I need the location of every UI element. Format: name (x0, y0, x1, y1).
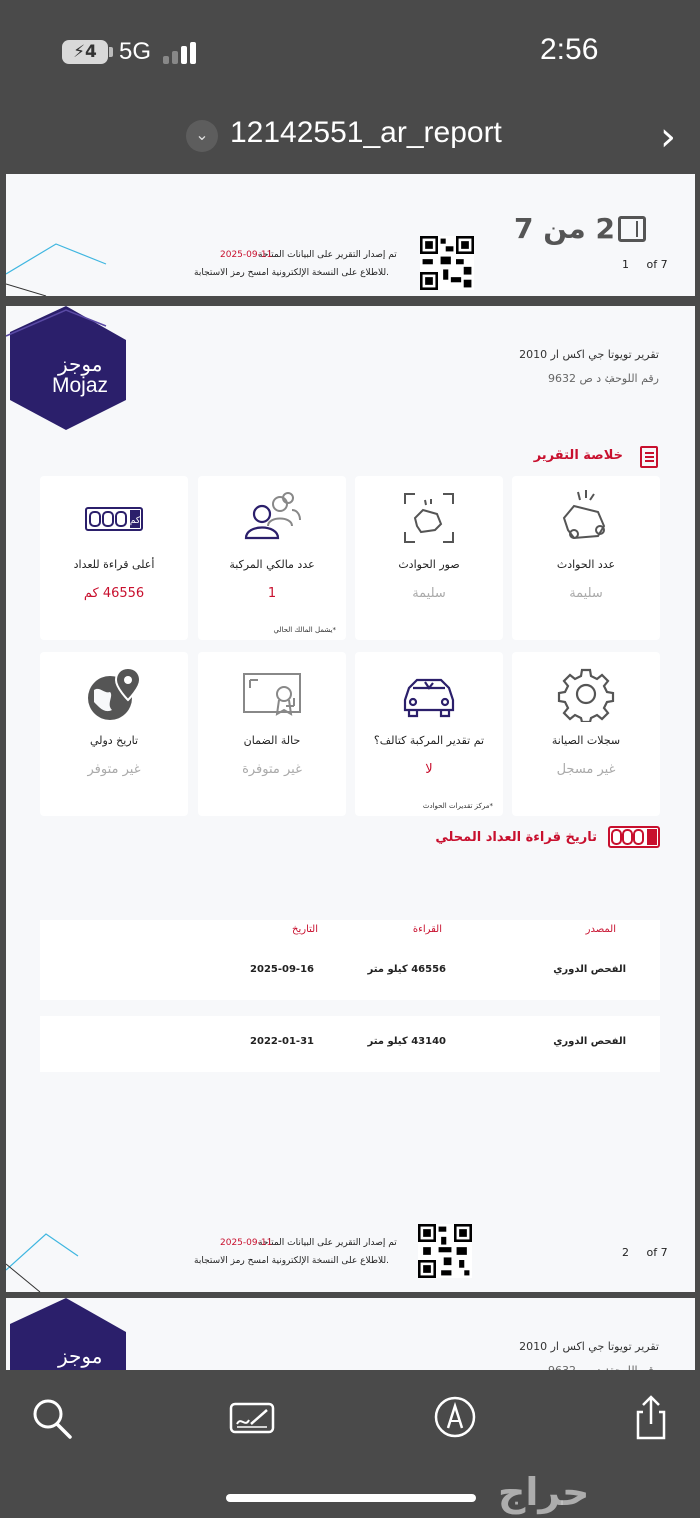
damaged-car-icon (399, 666, 459, 722)
card-note: *يشمل المالك الحالي (273, 626, 336, 634)
card-label: صور الحوادث (398, 558, 460, 571)
odometer-icon (84, 490, 144, 546)
logo-text-arabic: موجز (58, 1344, 103, 1368)
summary-title: خلاصة التقرير (533, 448, 623, 463)
signature-icon[interactable] (229, 1394, 275, 1440)
plate-label: رقم اللوحة: (605, 372, 659, 385)
card-maintenance-records (512, 652, 660, 816)
page-number: 1 of 7 (622, 258, 668, 271)
clock: 2:56 (540, 33, 599, 66)
footer-issued-text: تم إصدار التقرير على البيانات المتاحة (258, 250, 397, 260)
decorative-lines (6, 1230, 116, 1292)
card-value: 46556 كم (83, 586, 145, 601)
odometer-history-title: تاريخ قراءة العداد المحلي (435, 830, 597, 845)
card-label: عدد مالكي المركبة (229, 558, 315, 571)
report-title: تقرير تويوتا جي اكس ار 2010 (519, 348, 659, 361)
pdf-page-2 (6, 306, 695, 1292)
nav-bar (0, 100, 700, 172)
footer-scan-text: للاطلاع على النسخة الإلكترونية امسح رمز الاستجابة. (194, 1256, 390, 1266)
card-owners-count (198, 476, 346, 640)
page-indicator: 2 من 7 (514, 212, 615, 245)
markup-icon[interactable] (432, 1394, 478, 1440)
card-value: غير مسجل (556, 762, 616, 777)
gear-icon (556, 666, 616, 722)
card-note: *مركز تقديرات الحوادث (422, 802, 493, 810)
card-value: سليمة (569, 586, 603, 601)
card-accidents-count (512, 476, 660, 640)
footer-date: 2025-09-11 (220, 1238, 273, 1248)
footer-scan-text: للاطلاع على النسخة الإلكترونية امسح رمز الاستجابة. (194, 268, 390, 278)
logo-text-english: Mojaz (52, 374, 109, 397)
cell-date: 2022-01-31 (250, 1036, 314, 1047)
card-warranty-status (198, 652, 346, 816)
header-date: التاريخ (292, 924, 318, 935)
svg-text:كم: كم (129, 516, 141, 526)
card-label: حالة الضمان (243, 734, 301, 747)
card-total-loss (355, 652, 503, 816)
home-indicator[interactable] (226, 1494, 476, 1502)
card-value: غير متوفرة (242, 762, 302, 777)
card-label: تم تقدير المركبة كتالف؟ (373, 734, 485, 747)
watermark: حراج (498, 1470, 590, 1514)
header-source: المصدر (585, 924, 616, 935)
warranty-certificate-icon (242, 666, 302, 722)
footer-issued-text: تم إصدار التقرير على البيانات المتاحة (258, 1238, 397, 1248)
cell-source: الفحص الدوري (553, 964, 626, 975)
cell-source: الفحص الدوري (553, 1036, 626, 1047)
card-value: 1 (267, 586, 277, 601)
report-title: تقرير تويوتا جي اكس ار 2010 (519, 1340, 659, 1353)
decorative-lines (6, 234, 116, 296)
signal-icon (163, 42, 203, 64)
status-bar (0, 0, 700, 100)
owners-icon (242, 490, 302, 546)
sidebar-toggle-icon[interactable] (618, 216, 646, 242)
plate-value: ب د ص 9632 (547, 372, 615, 385)
car-crash-icon (556, 490, 616, 546)
cell-reading: 46556 كيلو متر (367, 964, 446, 975)
bottom-toolbar (0, 1370, 700, 1518)
card-value: لا (425, 762, 433, 777)
share-icon[interactable] (628, 1394, 674, 1440)
card-label: تاريخ دولي (89, 734, 139, 747)
page-number: 2 of 7 (622, 1246, 668, 1259)
card-highest-odometer (40, 476, 188, 640)
qr-code (418, 1224, 472, 1278)
qr-code (420, 236, 474, 290)
search-icon[interactable] (28, 1394, 74, 1440)
network-type: 5G (119, 38, 152, 65)
battery-nub (109, 47, 113, 57)
document-title[interactable]: 12142551_ar_report (230, 116, 502, 149)
table-row (40, 944, 660, 1000)
battery-icon: ⚡4 (62, 40, 108, 64)
chevron-right-icon[interactable]: › (660, 114, 676, 160)
header-reading: القراءة (412, 924, 442, 935)
card-label: عدد الحوادث (556, 558, 616, 571)
card-label: سجلات الصيانة (551, 734, 621, 747)
chevron-down-icon[interactable]: ⌄ (186, 120, 218, 152)
card-value: سليمة (412, 586, 446, 601)
card-label: أعلى قراءة للعداد (73, 558, 155, 571)
card-international-history (40, 652, 188, 816)
footer-date: 2025-09-11 (220, 250, 273, 260)
globe-location-icon (84, 666, 144, 722)
card-accident-photos (355, 476, 503, 640)
pdf-page-1 (6, 174, 695, 296)
cell-date: 2025-09-16 (250, 964, 314, 975)
logo-text-arabic: موجز (58, 352, 103, 376)
odometer-table-header (40, 920, 660, 944)
table-row (40, 1016, 660, 1072)
cell-reading: 43140 كيلو متر (367, 1036, 446, 1047)
crash-photo-icon (399, 490, 459, 546)
report-icon (640, 446, 658, 468)
odometer-icon (608, 826, 660, 848)
card-value: غير متوفر (87, 762, 141, 777)
